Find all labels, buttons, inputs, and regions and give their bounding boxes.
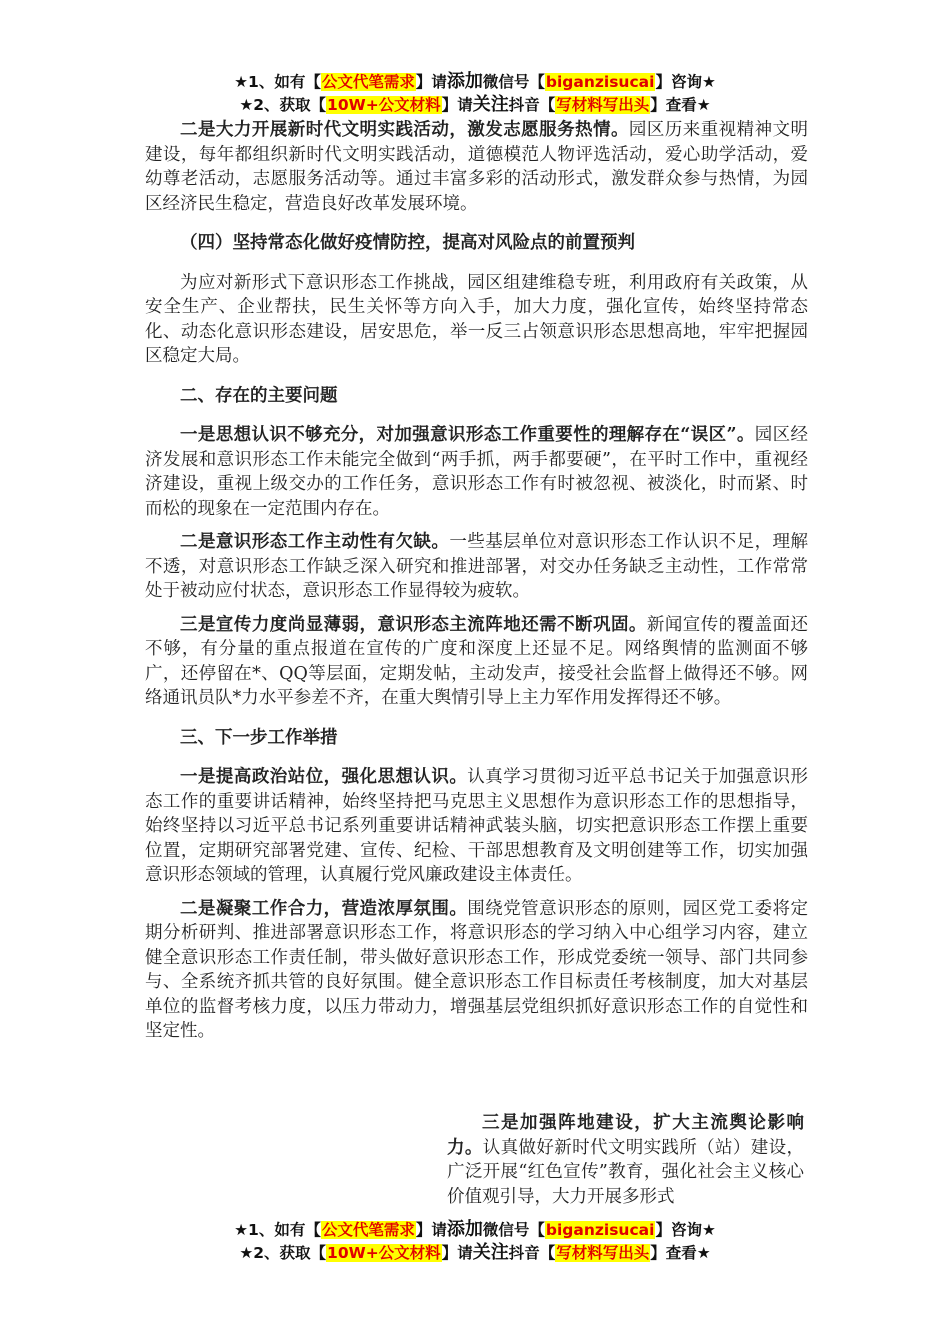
document-body [145, 118, 808, 1044]
top-banner-line-1: ★1、如有【公文代笔需求】请添加微信号【biganzisucai】咨询★ [234, 71, 716, 92]
paragraph: 二是意识形态工作主动性有欠缺。一些基层单位对意识形态工作认识不足，理解不透，对意识形态工作缺乏深入研究和推进部署，对交办任务缺乏主动性，工作常常处于被动应付状态，意识形态工作显得较为疲软。 [145, 532, 809, 601]
section-heading: 二、存在的主要问题 [180, 385, 338, 406]
paragraph: 一是思想认识不够充分，对加强意识形态工作重要性的理解存在“误区”。园区经济发展和意识形态工作未能完全做到“两手抓，两手都要硬”，在平时工作中，重视经济建设，重视上级交办的工作任务，意识形态工作有时被忽视、被淡化，时而紧、时而松的现象在一定范围内存在。 [145, 425, 809, 519]
section-heading: 三、下一步工作举措 [180, 727, 338, 748]
paragraph: 三是宣传力度尚显薄弱，意识形态主流阵地还需不断巩固。新闻宣传的覆盖面还不够，有分量的重点报道在宣传的广度和深度上还显不足。网络舆情的监测面不够广，还停留在*、QQ等层面，定期发帖，主动发声，接受社会监督上做得还不够。网络通讯员队*力水平参差不齐，在重大舆情引导上主力军作用发挥得还不够。 [145, 614, 809, 708]
floating-paragraph [447, 1111, 804, 1209]
section-heading: （四）坚持常态化做好疫情防控，提高对风险点的前置预判 [180, 233, 635, 253]
bottom-banner-line-2: ★2、获取【10W+公文材料】请关注抖音【写材料写出头】查看★ [239, 1242, 711, 1263]
paragraph: 为应对新形式下意识形态工作挑战，园区组建维稳专班，利用政府有关政策，从安全生产、企业帮扶，民生关怀等方向入手，加大力度，强化宣传，始终坚持常态化、动态化意识形态建设，居安思危，举一反三占领意识形态思想高地，牢牢把握园区稳定大局。 [145, 272, 808, 366]
paragraph: 三是加强阵地建设，扩大主流舆论影响力。认真做好新时代文明实践所（站）建设，广泛开展“红色宣传”教育，强化社会主义核心价值观引导，大力开展多形式 [447, 1113, 805, 1207]
paragraph: 二是大力开展新时代文明实践活动，激发志愿服务热情。园区历来重视精神文明建设，每年都组织新时代文明实践活动，道德模范人物评选活动，爱心助学活动，爱幼尊老活动，志愿服务活动等。通过丰富多彩的活动形式，激发群众参与热情，为园区经济民生稳定，营造良好改革发展环境。 [145, 120, 809, 214]
paragraph: 一是提高政治站位，强化思想认识。认真学习贯彻习近平总书记关于加强意识形态工作的重要讲话精神，始终坚持把马克思主义思想作为意识形态工作的思想指导，始终坚持以习近平总书记系列重要讲话精神武装头脑，切实把意识形态工作摆上重要位置，定期研究部署党建、宣传、纪检、干部思想教育及文明创建等工作，切实加强意识形态领域的管理，认真履行党风廉政建设主体责任。 [145, 767, 809, 885]
top-banner-line-2: ★2、获取【10W+公文材料】请关注抖音【写材料写出头】查看★ [239, 94, 711, 115]
paragraph: 二是凝聚工作合力，营造浓厚氛围。围绕党管意识形态的原则，园区党工委将定期分析研判、推进部署意识形态工作，将意识形态的学习纳入中心组学习内容，建立健全意识形态工作责任制，带头做好意识形态工作，形成党委统一领导、部门共同参与、全系统齐抓共管的良好氛围。健全意识形态工作目标责任考核制度，加大对基层单位的监督考核力度，以压力带动力，增强基层党组织抓好意识形态工作的自觉性和坚定性。 [145, 898, 809, 1041]
bottom-banner-line-1: ★1、如有【公文代笔需求】请添加微信号【biganzisucai】咨询★ [234, 1219, 716, 1240]
